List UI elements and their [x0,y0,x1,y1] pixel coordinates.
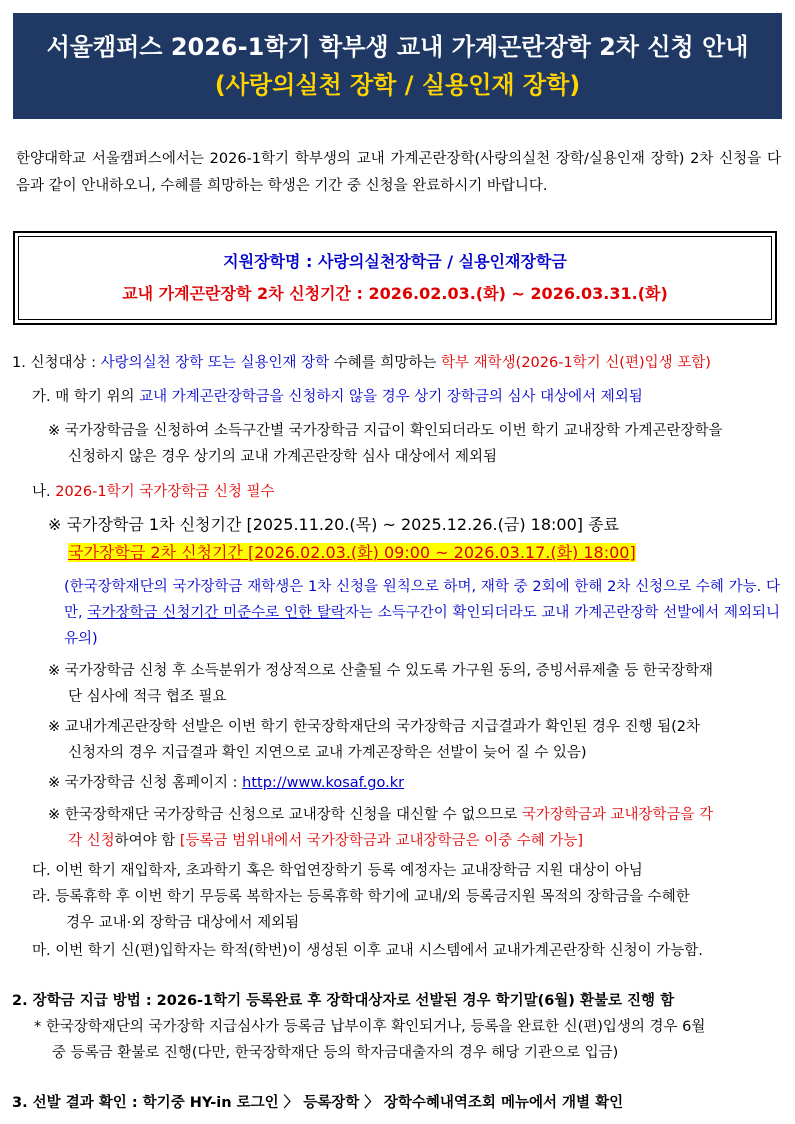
selection-note-line2: 신청자의 경우 지급결과 확인 지연으로 교내 가계곤장학은 선발이 늦어 질 수 있음) [68,745,587,761]
double-benefit-note-line1: ※ 한국장학재단 국가장학금 신청으로 교내장학 신청을 대신할 수 없으므로 국가장학금과 교내장학금을 각 [48,807,714,823]
income-note-line1: ※ 국가장학금 신청 후 소득분위가 정상적으로 산출될 수 있도록 가구원 동의, 증빙서류제출 등 한국장학재 [48,663,713,679]
section3-title: 3. 선발 결과 확인 : 학기중 HY-in 로그인 〉 등록장학 〉 장학수혜내역조회 메뉴에서 개별 확인 [12,1095,624,1111]
double-benefit-note-line2: 각 신청하여야 함 [등록금 범위내에서 국가장학금과 교내장학금은 이중 수혜 가능] [68,833,584,849]
item-ga: 가. 매 학기 위의 교내 가계곤란장학금을 신청하지 않을 경우 상기 장학금의 심사 대상에서 제외됨 [32,389,643,405]
item-ra-line2: 경우 교내·외 장학금 대상에서 제외됨 [66,915,300,931]
item-ma: 마. 이번 학기 신(편)입학자는 학적(학번)이 생성된 이후 교내 시스템에서 교내가계곤란장학 신청이 가능함. [32,943,703,959]
kosaf-link[interactable]: http://www.kosaf.go.kr [242,775,405,791]
intro-paragraph: 한양대학교 서울캠퍼스에서는 2026-1학기 학부생의 교내 가계곤란장학(사랑의실천 장학/실용인재 장학) 2차 신청을 다음과 같이 안내하오니, 수혜를 희망하는 학생은 기간 중 신청을 완료하시기 바랍니다. [16,151,781,194]
national-scholarship-second-period: 국가장학금 2차 신청기간 [2026.02.03.(화) 09:00 ~ 2026.03.17.(화) 18:00] [68,543,636,562]
homepage-note: ※ 국가장학금 신청 홈페이지 : http://www.kosaf.go.kr [48,775,405,791]
section2-title: 2. 장학금 지급 방법 : 2026-1학기 등록완료 후 장학대상자로 선발된 경우 학기말(6월) 환불로 진행 함 [12,993,675,1009]
page-subtitle: (사랑의실천 장학 / 실용인재 장학) [214,71,581,99]
summary-box [13,231,777,325]
income-note-line2: 단 심사에 적극 협조 필요 [68,689,227,705]
national-scholarship-first-period: ※ 국가장학금 1차 신청기간 [2025.11.20.(목) ~ 2025.12.26.(금) 18:00] 종료 [48,515,620,534]
item-ga-note-line1: ※ 국가장학금을 신청하여 소득구간별 국가장학금 지급이 확인되더라도 이번 학기 교내장학 가계곤란장학을 [48,423,723,439]
scholarship-name-line: 지원장학명 : 사랑의실천장학금 / 실용인재장학금 [223,252,567,271]
section2-note-line2: 중 등록금 환불로 진행(다만, 한국장학재단 등의 학자금대출자의 경우 해당 기관으로 입금) [52,1045,619,1061]
national-scholarship-notice: (한국장학재단의 국가장학금 재학생은 1차 신청을 원칙으로 하며, 재학 중 2회에 한해 2차 신청으로 수혜 가능. 다만, 국가장학금 신청기간 미준수로 인한 탈락자는 소득구간이 확인되더라도 교내 가계곤란장학 선발에서 제외되니 유의) [64,579,780,647]
item-ga-note-line2: 신청하지 않은 경우 상기의 교내 가계곤란장학 심사 대상에서 제외됨 [68,449,498,465]
section1-title: 1. 신청대상 : 사랑의실천 장학 또는 실용인재 장학 수혜를 희망하는 학부 재학생(2026-1학기 신(편)입생 포함) [12,355,711,371]
item-da: 다. 이번 학기 재입학자, 초과학기 혹은 학업연장학기 등록 예정자는 교내장학금 지원 대상이 아님 [32,863,643,879]
item-ra-line1: 라. 등록휴학 후 이번 학기 무등록 복학자는 등록휴학 학기에 교내/외 등록금지원 목적의 장학금을 수혜한 [32,889,690,905]
application-period-line: 교내 가계곤란장학 2차 신청기간 : 2026.02.03.(화) ~ 2026.03.31.(화) [122,284,668,303]
page-title: 서울캠퍼스 2026-1학기 학부생 교내 가계곤란장학 2차 신청 안내 [46,33,749,61]
item-na: 나. 2026-1학기 국가장학금 신청 필수 [32,484,275,500]
title-banner [13,13,782,119]
section2-note-line1: * 한국장학재단의 국가장학 지급심사가 등록금 납부이후 확인되거나, 등록을 완료한 신(편)입생의 경우 6월 [34,1019,706,1035]
selection-note-line1: ※ 교내가계곤란장학 선발은 이번 학기 한국장학재단의 국가장학금 지급결과가 확인된 경우 진행 됨(2차 [48,719,701,735]
